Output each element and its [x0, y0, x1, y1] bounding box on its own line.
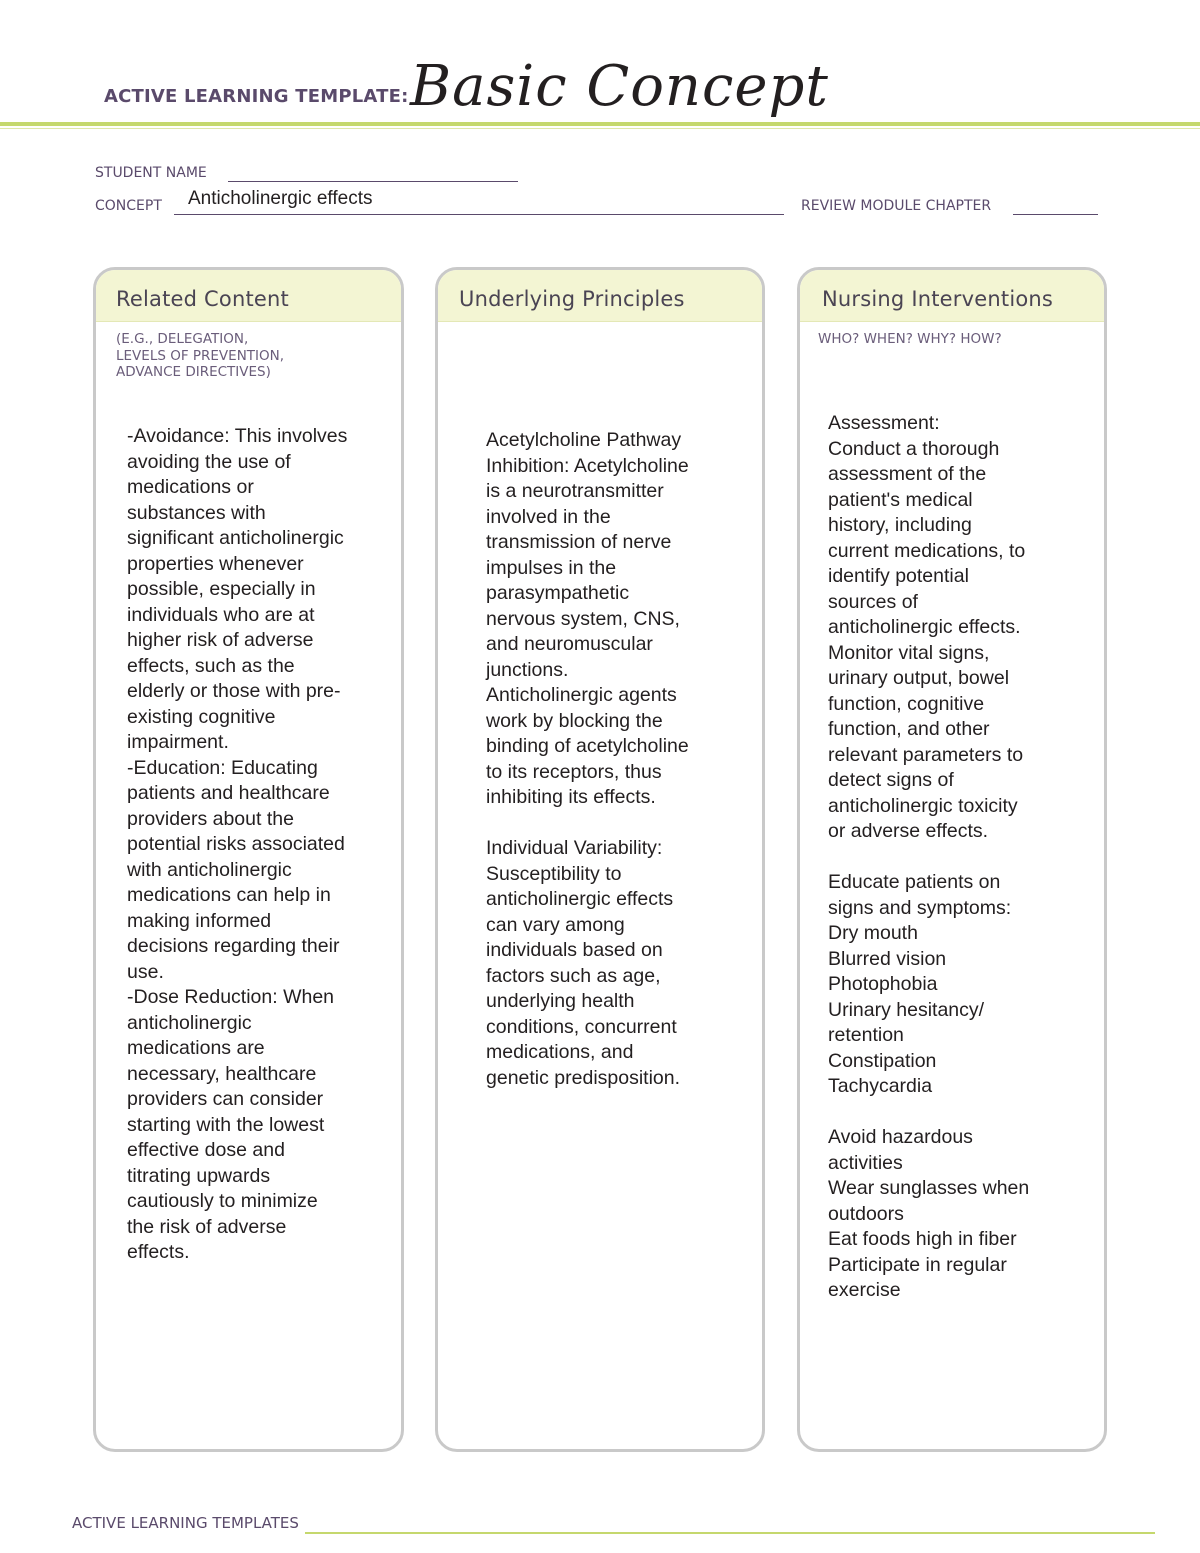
- concept-line: [174, 214, 784, 215]
- footer-label: ACTIVE LEARNING TEMPLATES: [72, 1514, 299, 1532]
- panel-subtitle: (E.G., DELEGATION, LEVELS OF PREVENTION, ADVANCE DIRECTIVES): [116, 331, 285, 380]
- panel-header: [800, 270, 1104, 322]
- concept-field[interactable]: Anticholinergic effects: [188, 188, 373, 209]
- underlying-principles-text[interactable]: Acetylcholine Pathway Inhibition: Acetylcholine is a neurotransmitter involved in the transmission of nerve impulses in the parasympathetic nervous system, CNS, and neuromuscular junctions. Anticholinergic agents work by blocking the binding of acetylcholine to its receptors, thus inhibiting its effects. Individual Variability: Susceptibility to anticholinergic effects can vary among individuals based on factors such as age, underlying health conditions, concurrent medications, and genetic predisposition.: [486, 429, 689, 1089]
- page-title: Basic Concept: [410, 54, 829, 119]
- panel-title: Nursing Interventions: [822, 287, 1054, 311]
- panel-title: Underlying Principles: [459, 287, 685, 311]
- student-name-line: [228, 181, 518, 182]
- header-divider: [0, 122, 1200, 126]
- panel-title: Related Content: [116, 287, 289, 311]
- header-divider-thin: [0, 128, 1200, 129]
- related-content-panel: [93, 267, 404, 1452]
- underlying-principles-panel: [435, 267, 765, 1452]
- review-module-label: REVIEW MODULE CHAPTER: [801, 198, 992, 214]
- panel-header: [96, 270, 401, 322]
- panel-subtitle: WHO? WHEN? WHY? HOW?: [818, 331, 1002, 347]
- nursing-interventions-panel: [797, 267, 1107, 1452]
- related-content-text[interactable]: -Avoidance: This involves avoiding the use of medications or substances with significant anticholinergic properties whenever possible, especially in individuals who are at higher risk of adverse effects, such as the elderly or those with pre- existing cognitive impairment. -Education: Educating patients and healthcare providers about the potential risks associated with anticholinergic medications can help in making informed decisions regarding their use. -Dose Reduction: When anticholinergic medications are necessary, healthcare providers can consider starting with the lowest effective dose and titrating upwards cautiously to minimize the risk of adverse effects.: [127, 425, 348, 1263]
- panel-header: [438, 270, 762, 322]
- student-name-label: STUDENT NAME: [95, 165, 207, 181]
- template-label: ACTIVE LEARNING TEMPLATE:: [104, 86, 409, 107]
- review-module-line: [1013, 214, 1098, 215]
- nursing-interventions-text[interactable]: Assessment: Conduct a thorough assessment of the patient's medical history, including current medications, to identify potential sources of anticholinergic effects. Monitor vital signs, urinary output, bowel function, cognitive function, and other relevant parameters to detect signs of anticholinergic toxicity or adverse effects. Educate patients on signs and symptoms: Dry mouth Blurred vision Photophobia Urinary hesitancy/ retention Constipation Tachycardia Avoid hazardous activities Wear sunglasses when outdoors Eat foods high in fiber Participate in regular exercise: [828, 412, 1030, 1301]
- footer-divider: [305, 1532, 1155, 1534]
- concept-label: CONCEPT: [95, 198, 162, 214]
